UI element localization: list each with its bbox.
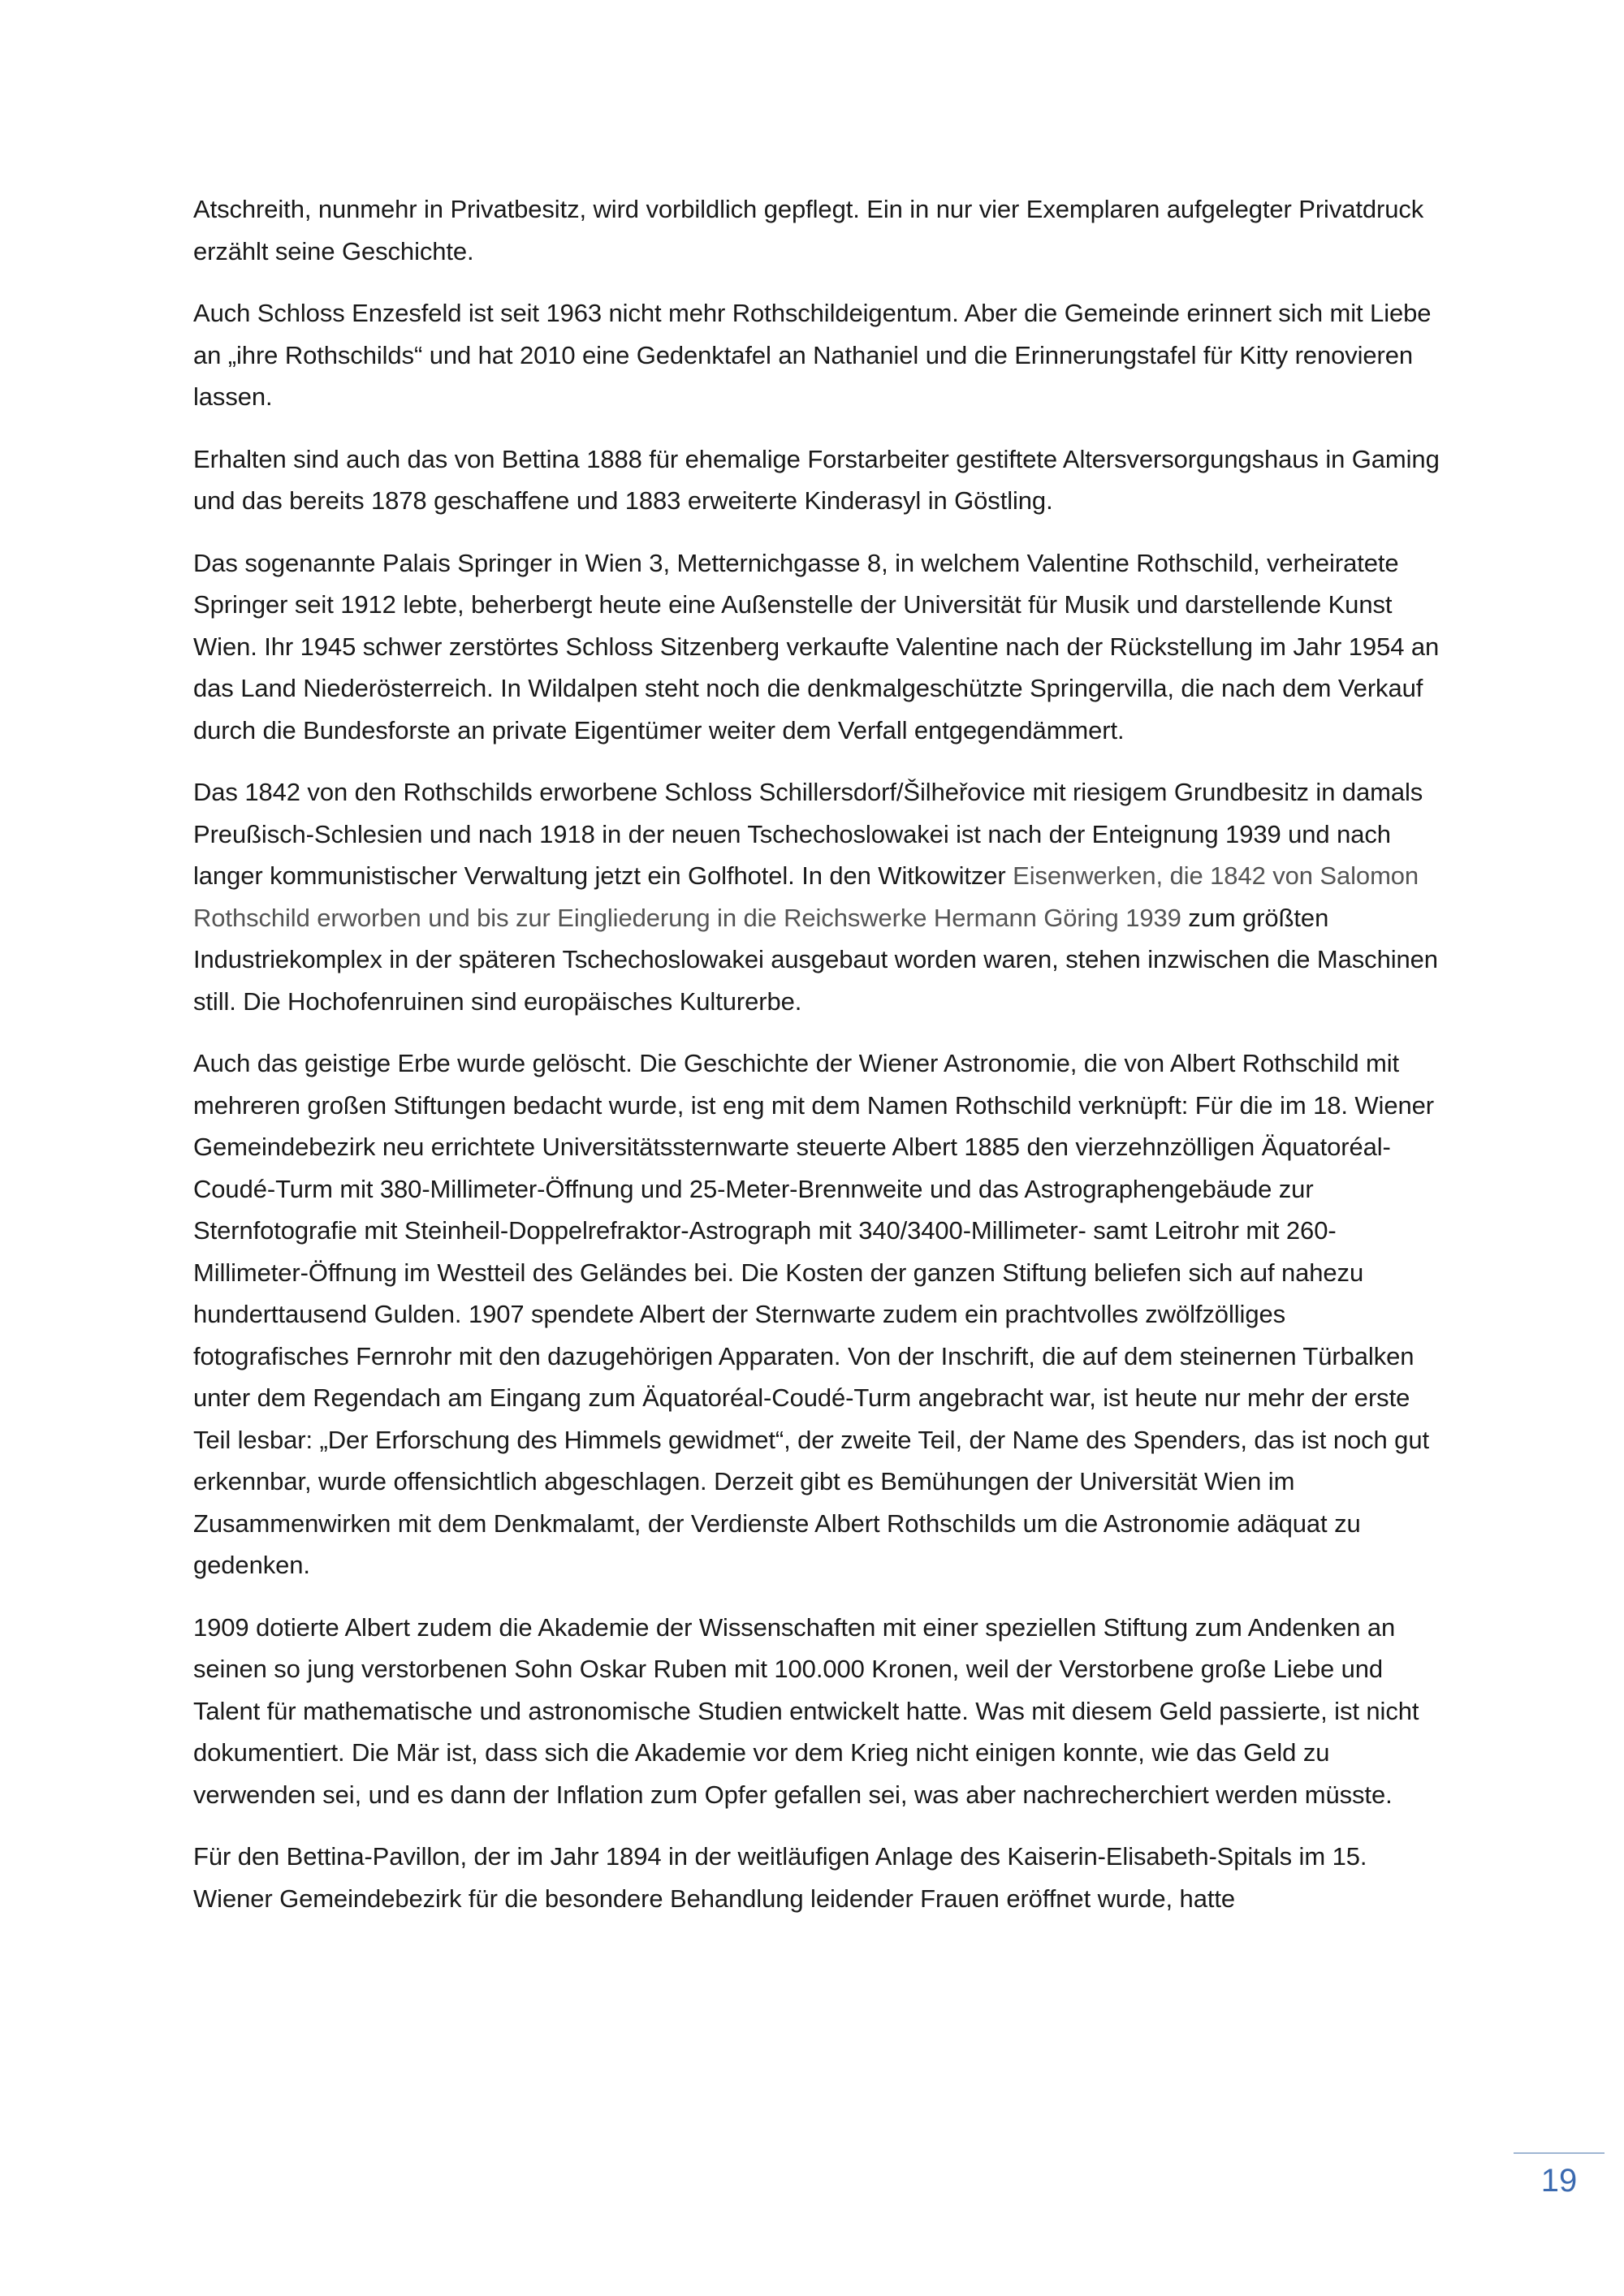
page-body	[193, 188, 1444, 1940]
paragraph-text: Für den Bettina-Pavillon, der im Jahr 1894 in der weitläufigen Anlage des Kaiserin-Elisabeth-Spitals im 15. Wiener Gemeindebezirk für die besondere Behandlung leidender Frauen eröffnet wurde, hatte	[193, 1842, 1367, 1913]
footer-rule	[1514, 2152, 1605, 2154]
paragraph-text: Auch Schloss Enzesfeld ist seit 1963 nicht mehr Rothschildeigentum. Aber die Gemeinde erinnert sich mit Liebe an „ihre Rothschilds“ und hat 2010 eine Gedenktafel an Nathaniel und die Erinnerungstafel für Kitty renovieren lassen.	[193, 299, 1432, 411]
paragraph-text: Das 1842 von den Rothschilds erworbene Schloss Schillersdorf/Šilheřovice mit riesigem Grundbesitz in damals Preußisch-Schlesien und nach 1918 in der neuen Tschechoslowakei ist nach der Enteignung 1939 und nach langer kommunistischer Verwaltung jetzt ein Golfhotel. In den Witkowitzer	[193, 778, 1423, 890]
paragraph-text: Atschreith, nunmehr in Privatbesitz, wird vorbildlich gepflegt. Ein in nur vier Exemplaren aufgelegter Privatdruck erzählt seine Geschichte.	[193, 195, 1424, 265]
paragraph-2	[193, 292, 1444, 418]
paragraph-1	[193, 188, 1444, 272]
paragraph-5	[193, 771, 1444, 1022]
paragraph-text: zum größten Industriekomplex in der späteren Tschechoslowakei ausgebaut worden waren, stehen inzwischen die Maschinen still. Die Hochofenruinen sind europäisches Kulturerbe.	[193, 903, 1438, 1016]
paragraph-6	[193, 1042, 1444, 1586]
paragraph-8	[193, 1836, 1444, 1919]
paragraph-text: Auch das geistige Erbe wurde gelöscht. Die Geschichte der Wiener Astronomie, die von Albert Rothschild mit mehreren großen Stiftungen bedacht wurde, ist eng mit dem Namen Rothschild verknüpft: Für die im 18. Wiener Gemeindebezirk neu errichtete Universitätssternwarte steuerte Albert 1885 den vierzehnzölligen Äquatoréal-Coudé-Turm mit 380-Millimeter-Öffnung und 25-Meter-Brennweite und das Astrographengebäude zur Sternfotografie mit Steinheil-Doppelrefraktor-Astrograph mit 340/3400-Millimeter- samt Leitrohr mit 260-Millimeter-Öffnung im Westteil des Geländes bei. Die Kosten der ganzen Stiftung beliefen sich auf nahezu hunderttausend Gulden. 1907 spendete Albert der Sternwarte zudem ein prachtvolles zwölfzölliges fotografisches Fernrohr mit den dazugehörigen Apparaten. Von der Inschrift, die auf dem steinernen Türbalken unter dem Regendach am Eingang zum Äquatoréal-Coudé-Turm angebracht war, ist heute nur mehr der erste Teil lesbar: „Der Erforschung des Himmels gewidmet“, der zweite Teil, der Name des Spenders, das ist noch gut erkennbar, wurde offensichtlich abgeschlagen. Derzeit gibt es Bemühungen der Universität Wien im Zusammenwirken mit dem Denkmalamt, der Verdienste Albert Rothschilds um die Astronomie adäquat zu gedenken.	[193, 1049, 1434, 1579]
paragraph-text-greyed: Eisenwerken, die 1842 von Salomon Rothschild erworben und bis zur Eingliederung in die Reichswerke Hermann Göring 1939	[193, 861, 1419, 932]
page-number: 19	[1540, 2163, 1578, 2199]
paragraph-4	[193, 542, 1444, 752]
paragraph-3	[193, 438, 1444, 522]
paragraph-text: Das sogenannte Palais Springer in Wien 3, Metternichgasse 8, in welchem Valentine Rothschild, verheiratete Springer seit 1912 lebte, beherbergt heute eine Außenstelle der Universität für Musik und darstellende Kunst Wien. Ihr 1945 schwer zerstörtes Schloss Sitzenberg verkaufte Valentine nach der Rückstellung im Jahr 1954 an das Land Niederösterreich. In Wildalpen steht noch die denkmalgeschützte Springervilla, die nach dem Verkauf durch die Bundesforste an private Eigentümer weiter dem Verfall entgegendämmert.	[193, 548, 1440, 744]
paragraph-7	[193, 1607, 1444, 1816]
paragraph-text: Erhalten sind auch das von Bettina 1888 für ehemalige Forstarbeiter gestiftete Altersversorgungshaus in Gaming und das bereits 1878 geschaffene und 1883 erweiterte Kinderasyl in Göstling.	[193, 444, 1440, 515]
paragraph-text: 1909 dotierte Albert zudem die Akademie der Wissenschaften mit einer speziellen Stiftung zum Andenken an seinen so jung verstorbenen Sohn Oskar Ruben mit 100.000 Kronen, weil der Verstorbene große Liebe und Talent für mathematische und astronomische Studien entwickelt hatte. Was mit diesem Geld passierte, ist nicht dokumentiert. Die Mär ist, dass sich die Akademie vor dem Krieg nicht einigen konnte, wie das Geld zu verwenden sei, und es dann der Inflation zum Opfer gefallen sei, was aber nachrecherchiert werden müsste.	[193, 1612, 1419, 1809]
